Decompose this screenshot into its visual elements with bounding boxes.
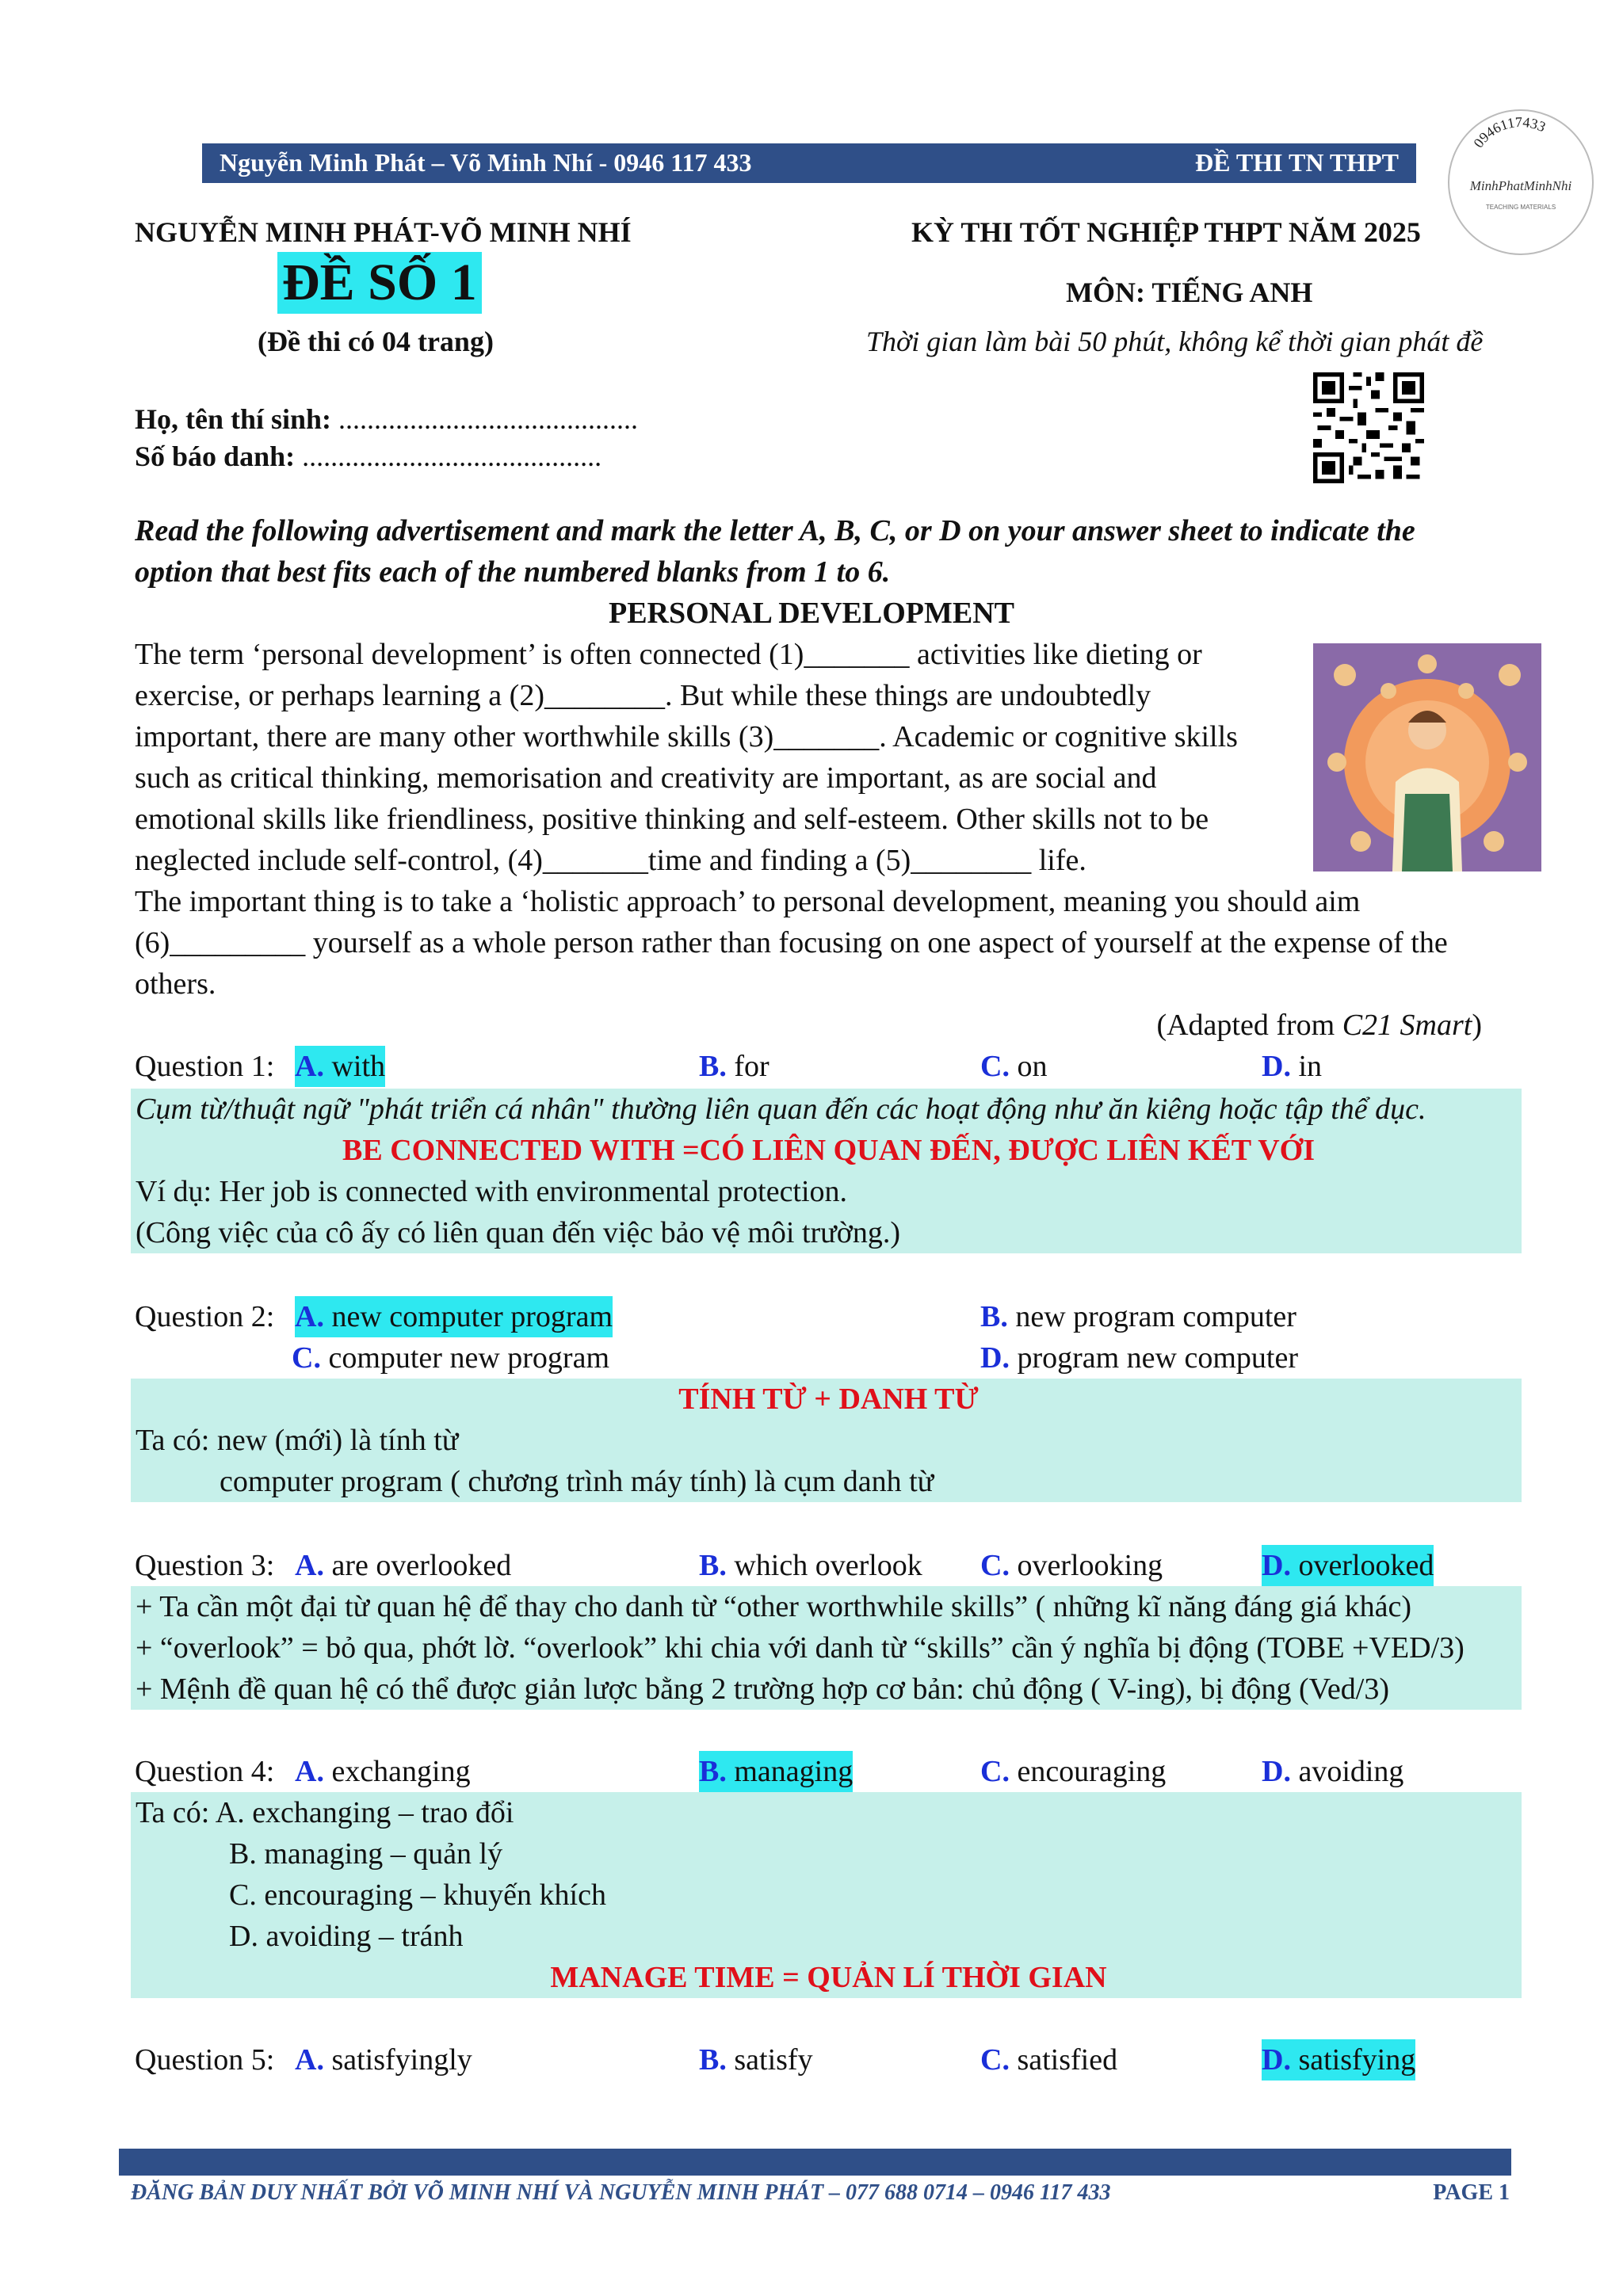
instructions: [135, 510, 1498, 593]
question-label: Question 3:: [135, 1549, 275, 1582]
option-text: for: [726, 1050, 769, 1083]
option-text: which overlook: [726, 1549, 922, 1582]
rule-heading: BE CONNECTED WITH =CÓ LIÊN QUAN ĐẾN, ĐƯỢC LIÊN KẾT VỚI: [342, 1134, 1315, 1167]
question-label: Question 5:: [135, 2043, 275, 2077]
logo-sub: TEACHING MATERIALS: [1485, 204, 1556, 211]
instruction-line: option that best fits each of the numbered blanks from 1 to 6.: [135, 555, 891, 589]
option-text: program new computer: [1009, 1341, 1298, 1375]
question-2-row-2: [135, 1337, 1514, 1379]
option-letter: D.: [1262, 1549, 1291, 1582]
option-text: satisfy: [726, 2043, 813, 2077]
footer: [131, 2180, 1510, 2206]
option-text: satisfying: [1290, 2043, 1416, 2077]
explanation-line: + Ta cần một đại từ quan hệ để thay cho danh từ “other worthwhile skills” ( những kĩ năng đáng giá khác): [136, 1590, 1411, 1623]
explanation-line: Cụm từ/thuật ngữ "phát triển cá nhân" thường liên quan đến các hoạt động như ăn kiêng hoặc tập thể dục.: [136, 1093, 1426, 1126]
logo-text: MinhPhatMinhNhi: [1469, 178, 1572, 193]
passage-line: important, there are many other worthwhile skills (3)_______. Academic or cognitive skills: [135, 720, 1238, 753]
option-letter: A.: [295, 1300, 324, 1333]
option-letter: B.: [699, 1549, 727, 1582]
source-name: C21 Smart: [1342, 1009, 1472, 1042]
candidate-id-label: Số báo danh:: [135, 441, 296, 472]
option-letter: D.: [1262, 1755, 1291, 1788]
question-label: Question 1:: [135, 1050, 275, 1083]
footer-publisher: ĐĂNG BẢN DUY NHẤT BỞI VÕ MINH NHÍ VÀ NGUYỄN MINH PHÁT – 077 688 0714 – 0946 117 433: [131, 2180, 1111, 2205]
passage-line: such as critical thinking, memorisation and creativity are important, as are social and: [135, 761, 1157, 795]
explanation-line: computer program ( chương trình máy tính) là cụm danh từ: [220, 1465, 934, 1498]
option-letter: A.: [295, 1549, 324, 1582]
passage-line: exercise, or perhaps learning a (2)________. But while these things are undoubtedly: [135, 679, 1151, 712]
option-letter: D.: [1262, 1050, 1291, 1083]
brand-logo: [1448, 109, 1594, 255]
question-4: [135, 1751, 1514, 1792]
option-letter: D.: [980, 1341, 1010, 1375]
option-letter: C.: [980, 1755, 1010, 1788]
option-text: are overlooked: [323, 1549, 512, 1582]
candidate-name-row: [135, 402, 638, 436]
option-text: computer new program: [320, 1341, 609, 1375]
qr-code-icon: [1313, 372, 1424, 483]
logo-phone: 0946117433: [1470, 113, 1549, 151]
question-2: [135, 1296, 1514, 1337]
explanation-line: + Mệnh đề quan hệ có thể được giản lược bằng 2 trường hợp cơ bản: chủ động ( V-ing), bị động (Ved/3): [136, 1672, 1389, 1706]
option-letter: A.: [295, 2043, 324, 2077]
question-5: [135, 2039, 1514, 2081]
option-text: on: [1009, 1050, 1048, 1083]
option-text: new computer program: [323, 1300, 613, 1333]
header-exam-type: ĐỀ THI TN THPT: [1195, 148, 1399, 177]
option-text: in: [1290, 1050, 1323, 1083]
option-letter: C.: [980, 2043, 1010, 2077]
explanation-box-2: [131, 1379, 1522, 1502]
explanation-line: Ta có: new (mới) là tính từ: [136, 1424, 459, 1457]
passage-line: neglected include self-control, (4)_______time and finding a (5)________ life.: [135, 844, 1086, 877]
explanation-line: D. avoiding – tránh: [229, 1920, 464, 1953]
question-3: [135, 1545, 1514, 1586]
option-text: overlooking: [1009, 1549, 1163, 1582]
page-number: PAGE 1: [1433, 2180, 1510, 2205]
option-text: with: [323, 1050, 386, 1083]
svg-text:0946117433: [1470, 114, 1548, 151]
option-letter: C.: [292, 1341, 321, 1375]
source-suffix: ): [1472, 1009, 1482, 1042]
candidate-id-row: [135, 440, 601, 473]
option-letter: A.: [295, 1050, 324, 1083]
rule-heading: MANAGE TIME = QUẢN LÍ THỜI GIAN: [550, 1961, 1107, 1994]
instruction-line: Read the following advertisement and mark the letter A, B, C, or D on your answer sheet to indicate the: [135, 514, 1415, 547]
option-letter: C.: [980, 1050, 1010, 1083]
example-line: Ví dụ: Her job is connected with environmental protection.: [136, 1175, 848, 1208]
explanation-box-1: [131, 1089, 1522, 1253]
subject: MÔN: TIẾNG ANH: [1066, 277, 1313, 308]
exam-title: KỲ THI TỐT NGHIỆP THPT NĂM 2025: [911, 216, 1421, 248]
option-text: satisfied: [1009, 2043, 1118, 2077]
option-text: avoiding: [1290, 1755, 1404, 1788]
option-letter: B.: [699, 1755, 727, 1788]
option-text: managing: [726, 1755, 854, 1788]
option-text: exchanging: [323, 1755, 471, 1788]
translation-line: (Công việc của cô ấy có liên quan đến việc bảo vệ môi trường.): [136, 1216, 901, 1249]
option-letter: B.: [699, 2043, 727, 2077]
option-text: encouraging: [1009, 1755, 1167, 1788]
explanation-line: C. encouraging – khuyến khích: [229, 1878, 606, 1912]
question-1: [135, 1046, 1514, 1087]
header-bar: [202, 143, 1416, 183]
passage: [135, 634, 1506, 1046]
option-letter: C.: [980, 1549, 1010, 1582]
passage-line: emotional skills like friendliness, positive thinking and self-esteem. Other skills not to be: [135, 803, 1209, 836]
explanation-line: + “overlook” = bỏ qua, phớt lờ. “overlook” khi chia với danh từ “skills” cần ý nghĩa bị động (TOBE +VED/3): [136, 1631, 1465, 1665]
candidate-name-label: Họ, tên thí sinh:: [135, 403, 332, 435]
header-authors: Nguyễn Minh Phát – Võ Minh Nhí - 0946 117 433: [220, 148, 752, 177]
question-label: Question 4:: [135, 1755, 275, 1788]
time-note: Thời gian làm bài 50 phút, không kể thời gian phát đề: [866, 326, 1484, 357]
passage-line: The term ‘personal development’ is often connected (1)_______ activities like dieting or: [135, 638, 1202, 671]
source-prefix: (Adapted from: [1156, 1009, 1342, 1042]
option-letter: A.: [295, 1755, 324, 1788]
candidate-name-dots: ..........................................: [338, 403, 639, 435]
author-heading: NGUYỄN MINH PHÁT-VÕ MINH NHÍ: [135, 216, 632, 248]
candidate-id-dots: ..........................................: [302, 441, 602, 472]
footer-bar: [119, 2149, 1511, 2176]
option-text: overlooked: [1290, 1549, 1434, 1582]
passage-line: The important thing is to take a ‘holistic approach’ to personal development, meaning you should aim: [135, 885, 1361, 918]
exam-number: ĐỀ SỐ 1: [277, 252, 482, 314]
option-text: new program computer: [1007, 1300, 1296, 1333]
explanation-box-3: [131, 1586, 1522, 1710]
option-letter: B.: [699, 1050, 727, 1083]
pages-note: (Đề thi có 04 trang): [258, 326, 494, 357]
passage-line: others.: [135, 967, 216, 1001]
rule-heading: TÍNH TỪ + DANH TỪ: [678, 1383, 979, 1416]
option-text: satisfyingly: [323, 2043, 472, 2077]
question-label: Question 2:: [135, 1300, 275, 1333]
explanation-line: B. managing – quản lý: [229, 1837, 503, 1871]
explanation-box-4: [131, 1792, 1522, 1998]
passage-title: PERSONAL DEVELOPMENT: [608, 597, 1015, 630]
option-letter: D.: [1262, 2043, 1291, 2077]
explanation-line: Ta có: A. exchanging – trao đổi: [136, 1796, 514, 1829]
passage-source: [135, 1005, 1506, 1046]
option-letter: B.: [980, 1300, 1008, 1333]
passage-line: (6)_________ yourself as a whole person rather than focusing on one aspect of yourself at the expense of the: [135, 926, 1448, 959]
personal-development-illustration: [1313, 643, 1541, 871]
